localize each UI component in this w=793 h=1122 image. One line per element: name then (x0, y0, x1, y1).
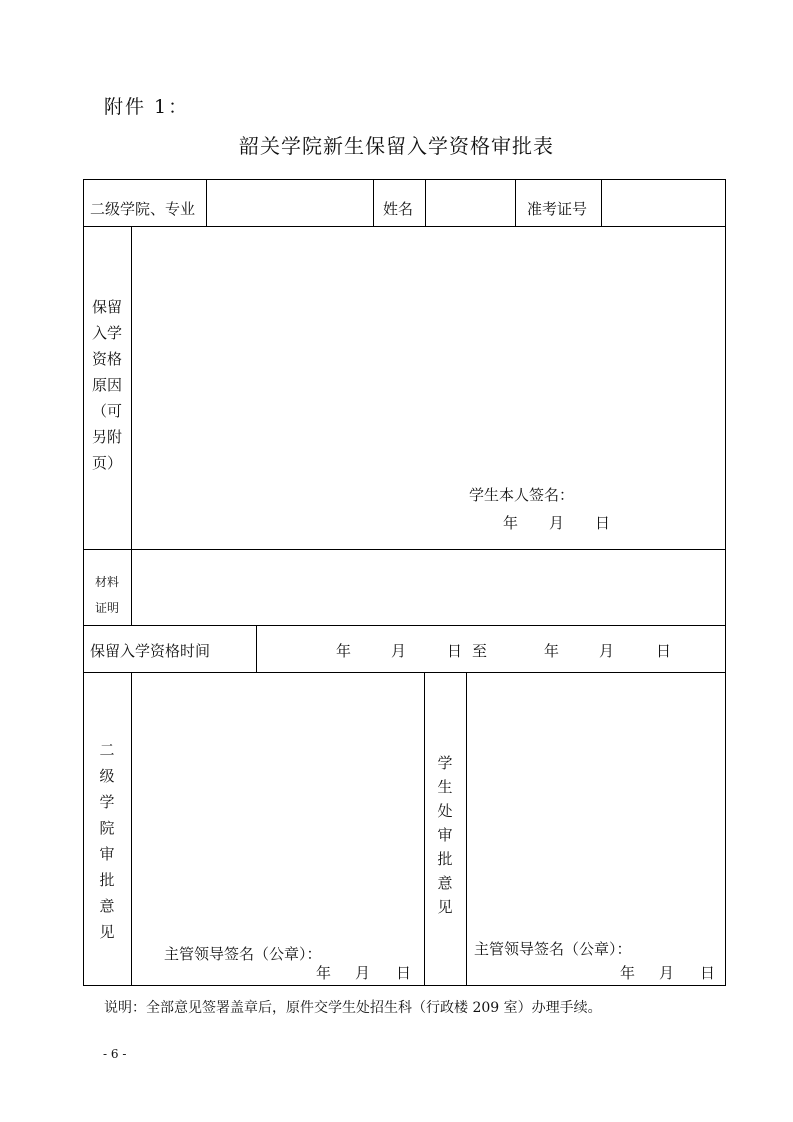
period-start-month[interactable]: 月 (391, 642, 407, 660)
student-sign-year: 年 (503, 514, 519, 532)
col-separator (373, 179, 374, 227)
period-to-label: 至 (472, 642, 488, 660)
col-separator (131, 226, 132, 626)
college-opinion-field[interactable] (133, 674, 423, 934)
table-border-left (83, 179, 84, 986)
office-sign-year: 年 (620, 964, 636, 982)
student-office-opinion-label: 学 生 处 审 批 意 见 (437, 754, 453, 916)
name-field[interactable] (427, 181, 514, 225)
reason-field[interactable] (133, 228, 724, 478)
table-border-bottom (83, 985, 726, 986)
col-separator (515, 179, 516, 227)
college-leader-signature-label: 主管领导签名（公章）： (164, 945, 322, 963)
college-sign-year: 年 (316, 964, 332, 982)
table-border-right (725, 179, 726, 986)
period-end-day[interactable]: 日 (656, 642, 672, 660)
form-title: 韶关学院新生保留入学资格审批表 (239, 134, 554, 158)
college-major-field[interactable] (208, 181, 372, 225)
office-leader-signature-label: 主管领导签名（公章）： (474, 940, 632, 958)
col-separator (256, 625, 257, 673)
period-end-year[interactable]: 年 (544, 642, 560, 660)
table-border-top (83, 179, 726, 180)
exam-number-label: 准考证号 (527, 200, 588, 218)
reason-label: 保留 入学 资格 原因 （可 另附 页） (92, 298, 123, 472)
office-sign-month: 月 (659, 964, 675, 982)
student-sign-month: 月 (549, 514, 565, 532)
period-start-year[interactable]: 年 (336, 642, 352, 660)
col-separator (206, 179, 207, 227)
college-major-label: 二级学院、专业 (90, 200, 196, 218)
materials-label: 材料 证明 (95, 575, 120, 615)
page-number: - 6 - (103, 1047, 127, 1061)
college-sign-day: 日 (396, 964, 412, 982)
period-end-month[interactable]: 月 (599, 642, 615, 660)
instruction-note: 说明：全部意见签署盖章后，原件交学生处招生科（行政楼 209 室）办理手续。 (104, 1000, 602, 1016)
col-separator (424, 672, 425, 986)
row-separator (83, 672, 726, 673)
name-label: 姓名 (383, 200, 414, 218)
student-office-opinion-field[interactable] (468, 674, 724, 934)
college-opinion-label: 二 级 学 院 审 批 意 见 (99, 741, 115, 941)
materials-field[interactable] (133, 551, 724, 624)
col-separator (131, 672, 132, 986)
row-separator (83, 549, 726, 550)
college-sign-month: 月 (355, 964, 371, 982)
exam-number-field[interactable] (603, 181, 724, 225)
col-separator (466, 672, 467, 986)
period-start-day[interactable]: 日 (447, 642, 463, 660)
row-separator (83, 625, 726, 626)
row-separator (83, 226, 726, 227)
office-sign-day: 日 (700, 964, 716, 982)
col-separator (601, 179, 602, 227)
period-label: 保留入学资格时间 (90, 642, 211, 660)
student-sign-day: 日 (595, 514, 611, 532)
student-signature-label: 学生本人签名： (469, 486, 575, 504)
attachment-label: 附件 1： (104, 96, 190, 118)
col-separator (425, 179, 426, 227)
